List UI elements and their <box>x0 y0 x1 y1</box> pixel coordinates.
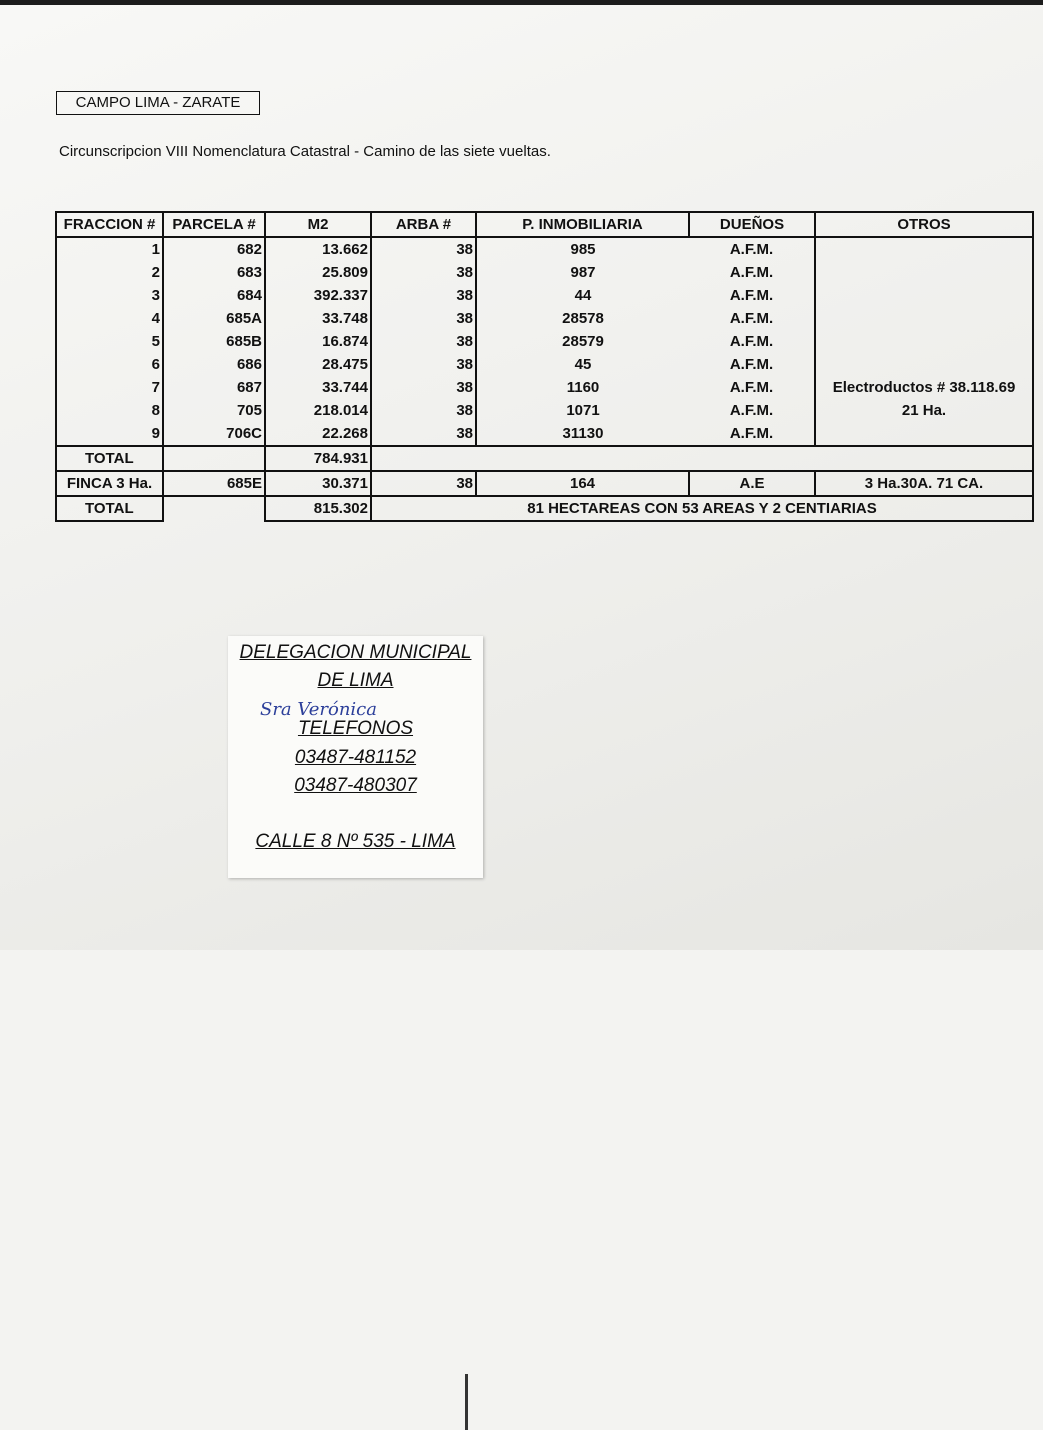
document-subtitle: Circunscripcion VIII Nomenclatura Catastral - Camino de las siete vueltas. <box>59 143 551 160</box>
grand-total-label: TOTAL <box>56 496 163 521</box>
cell-inmobiliaria: 31130 <box>476 422 689 446</box>
stamp-line-1: DELEGACION MUNICIPAL <box>239 642 472 663</box>
stamp-line-2: DE LIMA <box>317 670 394 691</box>
stamp-telefonos: TELEFONOS <box>297 718 414 739</box>
handwritten-name-text: Sra Verónica <box>260 699 377 720</box>
cell-otros <box>815 237 1033 446</box>
cell-parcela: 682 <box>163 237 265 261</box>
cell-arba: 38 <box>371 353 476 376</box>
table-header-row <box>56 212 1033 237</box>
cell-duenos: A.F.M. <box>729 402 774 419</box>
cell-fraccion: 6 <box>56 353 163 376</box>
pen-mark <box>465 1374 468 1430</box>
cell-duenos: A.F.M. <box>689 237 815 261</box>
cell-inmobiliaria: 1071 <box>566 402 600 419</box>
cell-fraccion: 7 <box>56 376 163 399</box>
cell-arba: 38 <box>371 422 476 446</box>
cell-parcela: 685A <box>163 307 265 330</box>
finca-m2: 30.371 <box>265 471 371 496</box>
cell-inmobiliaria: 987 <box>570 264 596 281</box>
cell-arba: 38 <box>371 237 476 261</box>
header-parcela: PARCELA # <box>163 212 265 237</box>
grand-total-empty <box>163 496 265 521</box>
grand-total-m2: 815.302 <box>265 496 371 521</box>
cell-parcela: 684 <box>163 284 265 307</box>
cell-duenos: A.F.M. <box>729 333 774 350</box>
grand-total-text: 81 HECTAREAS CON 53 AREAS Y 2 CENTIARIAS <box>371 496 1033 521</box>
finca-arba: 38 <box>371 471 476 496</box>
cell-arba: 38 <box>371 284 476 307</box>
cell-fraccion: 2 <box>56 261 163 284</box>
cell-m2: 28.475 <box>265 353 371 376</box>
cell-arba: 38 <box>371 399 476 422</box>
cell-m2: 25.809 <box>265 261 371 284</box>
cell-arba: 38 <box>371 330 476 353</box>
otros-electroductos: Electroductos # 38.118.69 <box>832 379 1016 396</box>
total-spacer <box>371 446 1033 471</box>
header-duenos: DUEÑOS <box>689 212 815 237</box>
cell-inmobiliaria: 44 <box>574 287 592 304</box>
finca-parcela: 685E <box>163 471 265 496</box>
total-label: TOTAL <box>56 446 163 471</box>
header-m2: M2 <box>265 212 371 237</box>
cell-parcela: 687 <box>163 376 265 399</box>
municipal-stamp-note <box>228 636 483 878</box>
finca-otros: 3 Ha.30A. 71 CA. <box>815 471 1033 496</box>
document-title: CAMPO LIMA - ZARATE <box>56 91 260 115</box>
header-otros: OTROS <box>815 212 1033 237</box>
otros-hectareas: 21 Ha. <box>901 402 947 419</box>
cell-inmobiliaria: 985 <box>476 237 689 261</box>
finca-duenos: A.E <box>689 471 815 496</box>
cell-inmobiliaria: 45 <box>574 356 592 373</box>
header-fraccion: FRACCION # <box>56 212 163 237</box>
cell-m2: 218.014 <box>265 399 371 422</box>
cell-parcela: 706C <box>163 422 265 446</box>
cell-fraccion: 4 <box>56 307 163 330</box>
cell-parcela: 686 <box>163 353 265 376</box>
cell-m2: 16.874 <box>265 330 371 353</box>
cell-m2: 13.662 <box>265 237 371 261</box>
header-inmobiliaria: P. INMOBILIARIA <box>476 212 689 237</box>
cell-duenos: A.F.M. <box>729 356 774 373</box>
cell-m2: 33.744 <box>265 376 371 399</box>
cell-duenos: A.F.M. <box>729 287 774 304</box>
stamp-phone-2: 03487-480307 <box>294 775 417 796</box>
cell-fraccion: 3 <box>56 284 163 307</box>
cell-fraccion: 5 <box>56 330 163 353</box>
cell-inmobiliaria: 28578 <box>562 310 604 327</box>
header-arba: ARBA # <box>371 212 476 237</box>
cell-arba: 38 <box>371 307 476 330</box>
stamp-address: CALLE 8 Nº 535 - LIMA <box>255 831 456 852</box>
finca-inmobiliaria: 164 <box>476 471 689 496</box>
cell-parcela: 683 <box>163 261 265 284</box>
table-row <box>56 237 1033 261</box>
cell-fraccion: 1 <box>56 237 163 261</box>
cell-arba: 38 <box>371 261 476 284</box>
cell-m2: 33.748 <box>265 307 371 330</box>
cell-m2: 22.268 <box>265 422 371 446</box>
cell-inmobiliaria: 28579 <box>562 333 604 350</box>
parcel-table <box>55 211 1034 522</box>
cell-m2: 392.337 <box>265 284 371 307</box>
cell-fraccion: 9 <box>56 422 163 446</box>
cell-duenos: A.F.M. <box>689 422 815 446</box>
cell-parcela: 685B <box>163 330 265 353</box>
cell-parcela: 705 <box>163 399 265 422</box>
cell-duenos: A.F.M. <box>729 379 774 396</box>
stamp-phone-1: 03487-481152 <box>294 747 417 768</box>
cell-fraccion: 8 <box>56 399 163 422</box>
grand-total-row <box>56 496 1033 521</box>
finca-label: FINCA 3 Ha. <box>56 471 163 496</box>
cell-duenos: A.F.M. <box>729 264 774 281</box>
total-empty <box>163 446 265 471</box>
total-m2: 784.931 <box>265 446 371 471</box>
cell-duenos: A.F.M. <box>729 310 774 327</box>
handwritten-name <box>258 695 448 725</box>
total-row <box>56 446 1033 471</box>
finca-row <box>56 471 1033 496</box>
cell-inmobiliaria: 1160 <box>566 379 600 396</box>
cell-arba: 38 <box>371 376 476 399</box>
